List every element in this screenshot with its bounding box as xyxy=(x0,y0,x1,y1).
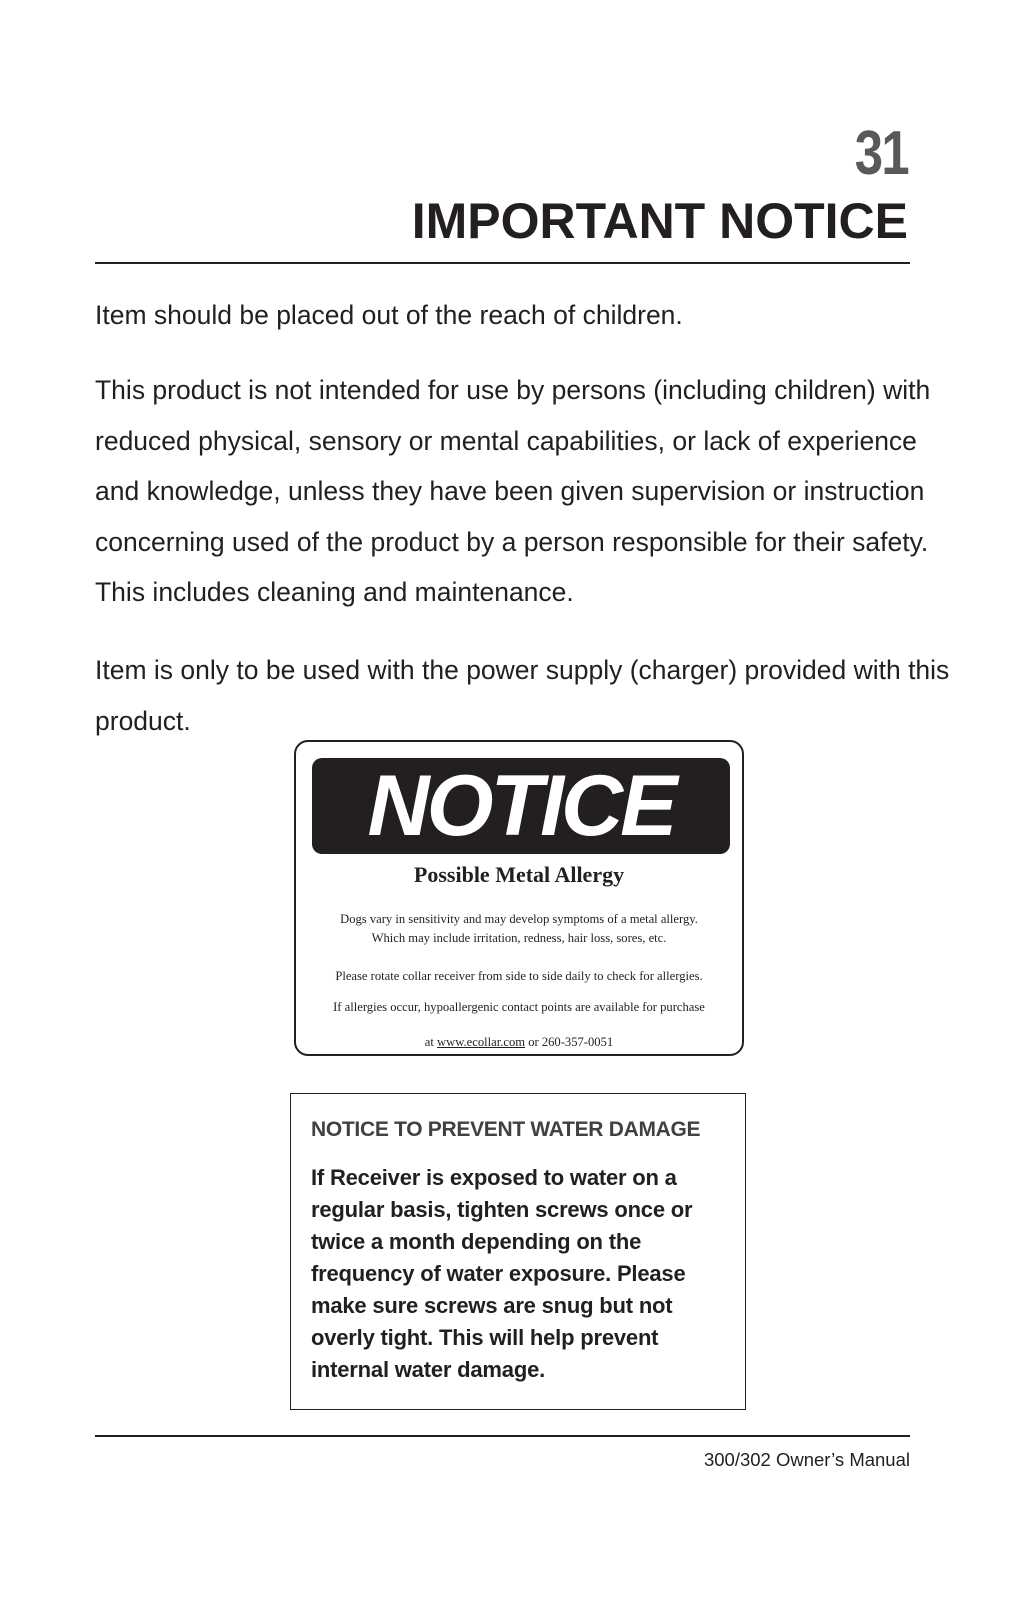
notice-banner-text: NOTICE xyxy=(367,758,675,854)
notice-line-4: If allergies occur, hypoallergenic contact points are available for purchase xyxy=(333,1000,705,1014)
metal-allergy-notice-sign xyxy=(294,740,744,1056)
water-notice-title: NOTICE TO PREVENT WATER DAMAGE xyxy=(311,1118,701,1141)
water-damage-notice-box xyxy=(290,1093,746,1410)
notice-line-1: Dogs vary in sensitivity and may develop symptoms of a metal allergy. xyxy=(340,912,698,926)
paragraph-charger-warning: Item is only to be used with the power supply (charger) provided with this product. xyxy=(95,655,950,736)
ecollar-website-link[interactable]: www.ecollar.com xyxy=(437,1035,526,1049)
footer-manual-title: 300/302 Owner’s Manual xyxy=(703,1449,910,1470)
notice-line-5 xyxy=(296,1033,742,1052)
notice-banner xyxy=(312,758,730,854)
water-notice-text: If Receiver is exposed to water on a regular basis, tighten screws once or twice a month depending on the frequency of water exposure. Please make sure screws are snug but not overly tight. This will help prevent internal water damage. xyxy=(311,1165,693,1382)
paragraph-children-warning: Item should be placed out of the reach of children. xyxy=(95,300,683,330)
paragraph-supervision-warning: This product is not intended for use by persons (including children) with reduced physical, sensory or mental capabilities, or lack of experience and knowledge, unless they have been given supervision or instruction concerning used of the product by a person responsible for their safety. This includes cleaning and maintenance. xyxy=(95,375,931,607)
notice-line-2: Which may include irritation, redness, hair loss, sores, etc. xyxy=(371,931,667,945)
page-number: 31 xyxy=(854,119,908,188)
notice-line-3: Please rotate collar receiver from side to side daily to check for allergies. xyxy=(335,969,703,983)
notice-heading: Possible Metal Allergy xyxy=(413,862,625,887)
notice-line-5-prefix: at xyxy=(424,1035,438,1049)
footer-divider xyxy=(95,1435,910,1437)
notice-line-5-suffix: or 260-357-0051 xyxy=(525,1035,614,1049)
header-divider xyxy=(95,262,910,264)
page-title: IMPORTANT NOTICE xyxy=(411,193,908,249)
